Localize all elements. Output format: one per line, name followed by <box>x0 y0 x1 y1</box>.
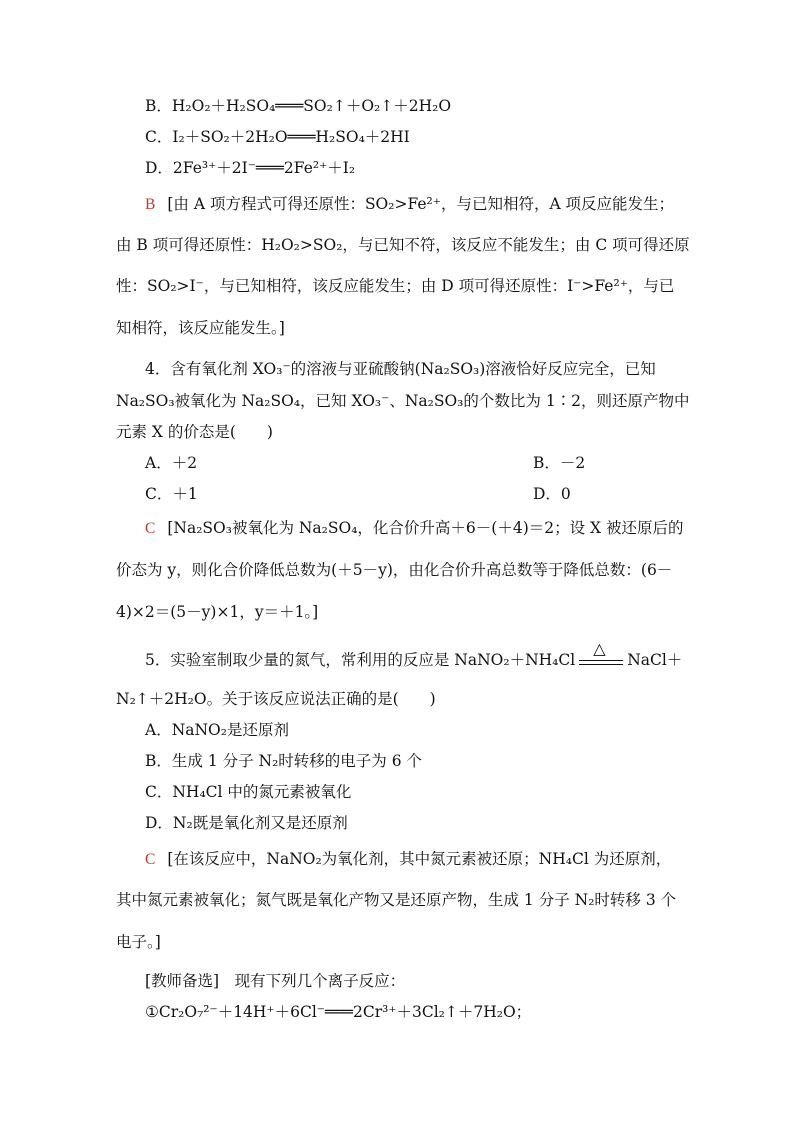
q4-stem-line-2: Na₂SO₃被氧化为 Na₂SO₄，已知 XO₃⁻、Na₂SO₃的个数比为 1∶2，则还原产物中 <box>116 392 690 410</box>
q3-option-c: C．I₂＋SO₂＋2H₂O═══H₂SO₄＋2HI <box>145 128 410 146</box>
q3-explanation-line-2: 由 B 项可得还原性：H₂O₂>SO₂，与已知不符，该反应不能发生；由 C 项可得还原 <box>116 236 690 254</box>
q3-option-d: D．2Fe³⁺＋2I⁻═══2Fe²⁺＋I₂ <box>145 159 356 177</box>
q4-explanation-line-1: C [Na₂SO₃被氧化为 Na₂SO₄，化合价升高＋6－(＋4)＝2；设 X 被还原后的 <box>145 519 684 537</box>
q5-explanation-line-3: 电子。] <box>116 933 161 951</box>
q5-option-c: C．NH₄Cl 中的氮元素被氧化 <box>145 783 352 801</box>
q4-stem-line-3: 元素 X 的价态是( ) <box>116 423 273 441</box>
q4-options-row-1 <box>145 451 745 475</box>
q3-explanation-line-3: 性：SO₂>I⁻，与已知相符，该反应能发生；由 D 项可得还原性：I⁻>Fe²⁺，与已 <box>116 277 675 295</box>
q5-option-a: A．NaNO₂是还原剂 <box>145 721 289 739</box>
q5-option-d: D．N₂既是氧化剂又是还原剂 <box>145 814 348 832</box>
q4-options-row-2 <box>145 482 745 506</box>
q3-explanation-line-1: B [由 A 项方程式可得还原性：SO₂>Fe²⁺，与已知相符，A 项反应能发生； <box>145 195 675 213</box>
teacher-reaction-1: ①Cr₂O₇²⁻＋14H⁺＋6Cl⁻═══2Cr³⁺＋3Cl₂↑＋7H₂O； <box>145 1003 532 1021</box>
q3-explanation-line-4: 知相符，该反应能发生。] <box>116 319 285 337</box>
q5-explanation-line-1: C [在该反应中，NaNO₂为氧化剂，其中氮元素被还原；NH₄Cl 为还原剂， <box>145 850 672 868</box>
q4-explanation-line-3: 4)×2＝(5－y)×1，y＝＋1。] <box>116 603 319 621</box>
q4-option-d: D．0 <box>533 485 571 503</box>
teacher-backup-title: [教师备选] 现有下列几个离子反应： <box>145 972 406 990</box>
q4-explanation-line-2: 价态为 y，则化合价降低总数为(＋5－y)，由化合价升高总数等于降低总数：(6－ <box>116 561 673 579</box>
q3-option-b: B．H₂O₂＋H₂SO₄═══SO₂↑＋O₂↑＋2H₂O <box>145 97 452 115</box>
q4-option-a: A．＋2 <box>145 454 198 472</box>
q4-option-c: C．＋1 <box>145 485 198 503</box>
q5-stem-line-2: N₂↑＋2H₂O。关于该反应说法正确的是( ) <box>116 690 436 708</box>
q4-answer: C <box>145 520 156 537</box>
q5-option-b: B．生成 1 分子 N₂时转移的电子为 6 个 <box>145 752 423 770</box>
q3-answer: B <box>145 196 156 213</box>
q4-stem-line-1: 4．含有氧化剂 XO₃⁻的溶液与亚硫酸钠(Na₂SO₃)溶液恰好反应完全，已知 <box>145 360 656 378</box>
q4-option-b: B．－2 <box>533 454 586 472</box>
q5-stem-line-1: 5．实验室制取少量的氮气，常利用的反应是 NaNO₂＋NH₄Cl △ NaCl＋ <box>145 648 682 673</box>
q5-explanation-line-2: 其中氮元素被氧化；氮气既是氧化产物又是还原产物，生成 1 分子 N₂时转移 3 个 <box>116 891 677 909</box>
heat-triangle-icon: △ <box>593 639 606 658</box>
q5-answer: C <box>145 851 156 868</box>
heating-equals-sign <box>579 639 623 673</box>
